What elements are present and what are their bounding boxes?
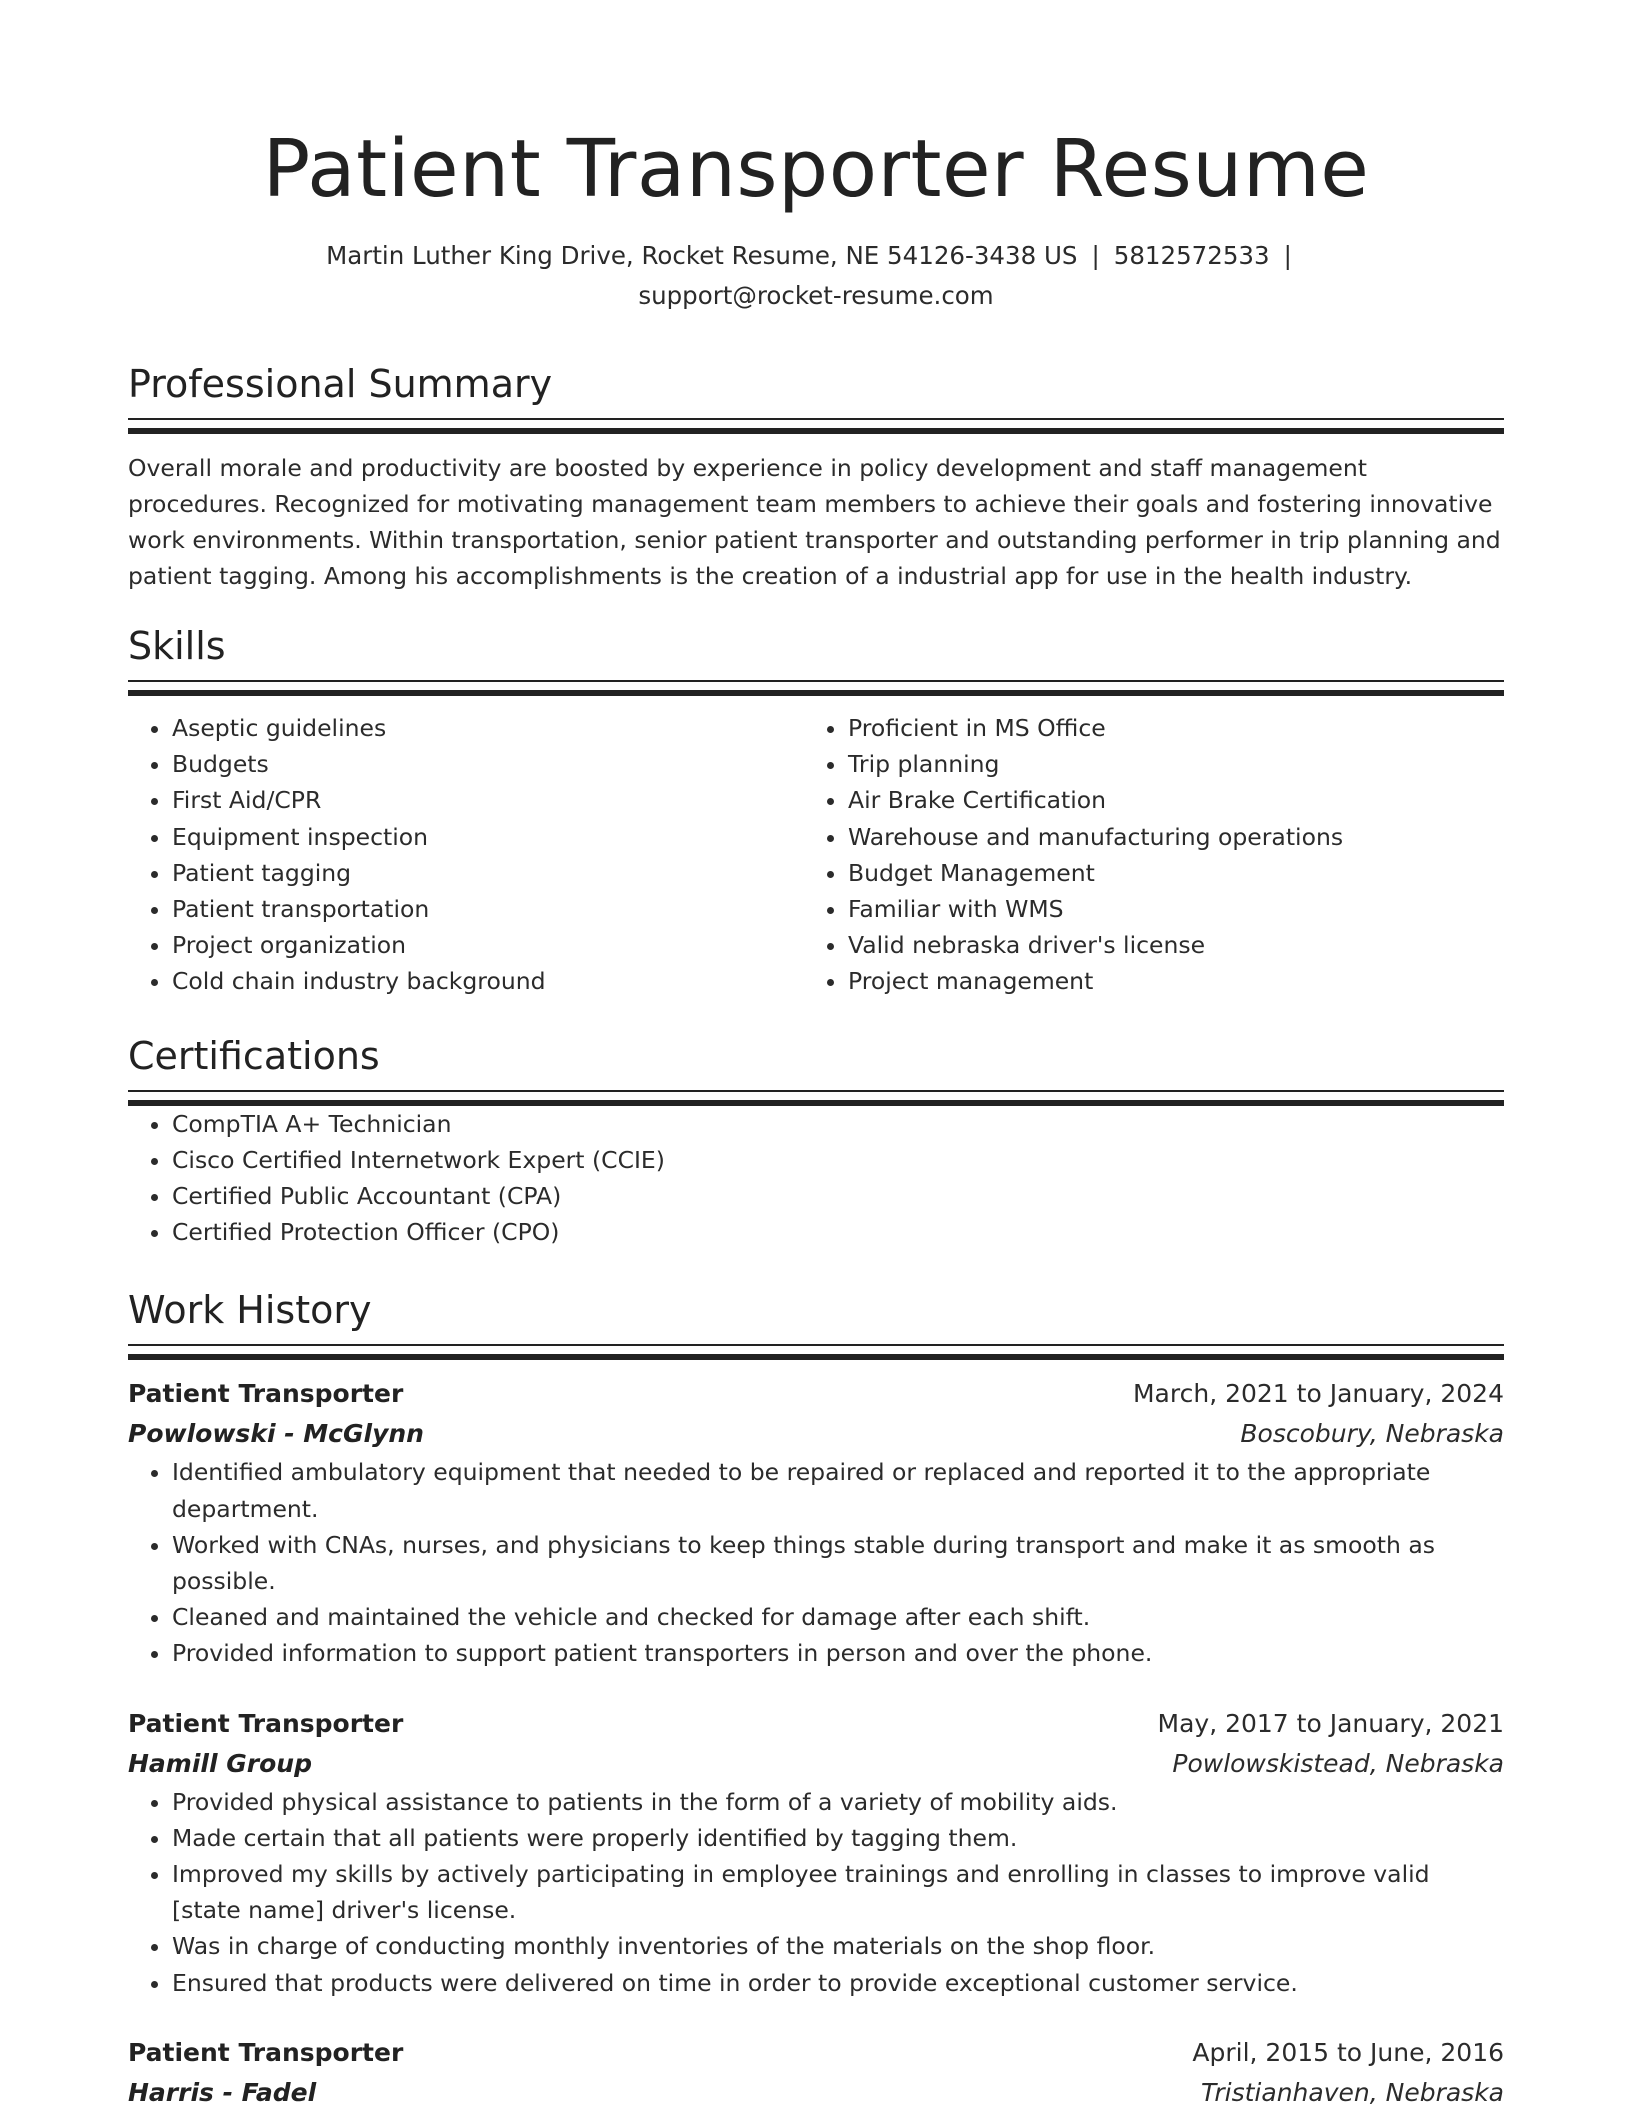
skill-item: • Equipment inspection bbox=[172, 819, 804, 855]
job-location: Boscobury, Nebraska bbox=[1240, 1419, 1504, 1449]
skills-list bbox=[804, 710, 1480, 1000]
job-company: Harris - Fadel bbox=[128, 2077, 317, 2107]
skill-item: • Project organization bbox=[172, 927, 804, 963]
contact-separator: | bbox=[1283, 241, 1292, 270]
job-entry bbox=[128, 2033, 1504, 2113]
contact-line-2 bbox=[128, 276, 1504, 316]
work-history-section bbox=[128, 1286, 1504, 2112]
resume-title: Patient Transporter Resume bbox=[262, 123, 1370, 215]
section-divider bbox=[128, 690, 1504, 696]
job-duty-item: • Provided physical assistance to patients in the form of a variety of mobility aids. bbox=[172, 1784, 1504, 1820]
job-company-row bbox=[128, 2073, 1504, 2113]
job-dates: April, 2015 to June, 2016 bbox=[1192, 2037, 1504, 2067]
job-entry bbox=[128, 1374, 1504, 1671]
contact-separator: | bbox=[1091, 241, 1100, 270]
section-heading: Certifications bbox=[128, 1033, 380, 1078]
job-duty-item: • Worked with CNAs, nurses, and physicians to keep things stable during transport and make it as smooth as possible. bbox=[172, 1527, 1504, 1599]
skill-item: • Valid nebraska driver's license bbox=[848, 927, 1480, 963]
skills-columns bbox=[128, 710, 1504, 1000]
professional-summary-section bbox=[128, 360, 1504, 594]
certifications-section bbox=[128, 1032, 1504, 1251]
skill-item: • Trip planning bbox=[848, 746, 1480, 782]
contact-phone: 5812572533 bbox=[1113, 241, 1270, 270]
skill-item: • Project management bbox=[848, 963, 1480, 999]
skill-item: • Patient transportation bbox=[172, 891, 804, 927]
section-heading: Professional Summary bbox=[128, 362, 553, 406]
skill-item: • Proficient in MS Office bbox=[848, 710, 1480, 746]
job-duty-item: • Ensured that products were delivered on time in order to provide exceptional customer service. bbox=[172, 1965, 1504, 2001]
certification-item: • Cisco Certified Internetwork Expert (CCIE) bbox=[172, 1142, 1504, 1178]
job-duty-item: • Made certain that all patients were properly identified by tagging them. bbox=[172, 1820, 1504, 1856]
job-title: Patient Transporter bbox=[128, 2037, 404, 2067]
resume-page bbox=[128, 0, 1504, 2112]
summary-text: Overall morale and productivity are boosted by experience in policy development and staff management procedures. Recognized for motivating management team members to achieve their goals and fostering innovative work environments. Within transportation, senior patient transporter and outstanding performer in trip planning and patient tagging. Among his accomplishments is the creation of a industrial app for use in the health industry. bbox=[128, 454, 1501, 590]
job-duty-item: • Cleaned and maintained the vehicle and checked for damage after each shift. bbox=[172, 1599, 1504, 1635]
skills-list bbox=[128, 710, 804, 1000]
job-location: Tristianhaven, Nebraska bbox=[1201, 2077, 1504, 2107]
job-location: Powlowskistead, Nebraska bbox=[1172, 1748, 1504, 1778]
certifications-list bbox=[128, 1106, 1504, 1251]
skill-item: • Air Brake Certification bbox=[848, 782, 1480, 818]
job-company: Hamill Group bbox=[128, 1748, 312, 1778]
section-divider bbox=[128, 1090, 1504, 1092]
section-heading: Work History bbox=[128, 1288, 372, 1333]
section-heading: Skills bbox=[128, 624, 226, 668]
skill-item: • Warehouse and manufacturing operations bbox=[848, 819, 1480, 855]
job-company: Powlowski - McGlynn bbox=[128, 1419, 424, 1449]
job-company-row bbox=[128, 1414, 1504, 1454]
skills-column-right bbox=[804, 710, 1480, 1000]
job-dates: May, 2017 to January, 2021 bbox=[1157, 1708, 1504, 1738]
job-company-row bbox=[128, 1744, 1504, 1784]
skill-item: • Patient tagging bbox=[172, 855, 804, 891]
skill-item: • Budget Management bbox=[848, 855, 1480, 891]
certification-item: • Certified Protection Officer (CPO) bbox=[172, 1214, 1504, 1250]
job-duty-item: • Was in charge of conducting monthly inventories of the materials on the shop floor. bbox=[172, 1928, 1504, 1964]
job-duties-list bbox=[128, 1784, 1504, 2001]
section-divider bbox=[128, 418, 1504, 420]
job-header-row bbox=[128, 2033, 1504, 2073]
skills-section bbox=[128, 622, 1504, 1000]
job-duties-list bbox=[128, 1454, 1504, 1671]
section-divider bbox=[128, 1354, 1504, 1360]
certification-item: • CompTIA A+ Technician bbox=[172, 1106, 1504, 1142]
job-title: Patient Transporter bbox=[128, 1708, 404, 1738]
job-duty-item: • Provided information to support patient transporters in person and over the phone. bbox=[172, 1635, 1504, 1671]
section-divider bbox=[128, 1344, 1504, 1346]
contact-line-1 bbox=[128, 236, 1504, 276]
job-header-row bbox=[128, 1374, 1504, 1414]
skill-item: • Familiar with WMS bbox=[848, 891, 1480, 927]
job-header-row bbox=[128, 1704, 1504, 1744]
section-divider bbox=[128, 680, 1504, 682]
contact-email: support@rocket-resume.com bbox=[638, 281, 994, 310]
job-duty-item: • Improved my skills by actively participating in employee trainings and enrolling in classes to improve valid [state name] driver's license. bbox=[172, 1856, 1504, 1928]
certification-item: • Certified Public Accountant (CPA) bbox=[172, 1178, 1504, 1214]
section-divider bbox=[128, 428, 1504, 434]
job-title: Patient Transporter bbox=[128, 1379, 404, 1409]
contact-address: Martin Luther King Drive, Rocket Resume, NE 54126-3438 US bbox=[326, 241, 1078, 270]
skill-item: • First Aid/CPR bbox=[172, 782, 804, 818]
job-entry bbox=[128, 1704, 1504, 2001]
skill-item: • Aseptic guidelines bbox=[172, 710, 804, 746]
skills-column-left bbox=[128, 710, 804, 1000]
skill-item: • Cold chain industry background bbox=[172, 963, 804, 999]
job-dates: March, 2021 to January, 2024 bbox=[1132, 1379, 1504, 1409]
skill-item: • Budgets bbox=[172, 746, 804, 782]
contact-info bbox=[128, 236, 1504, 316]
job-duty-item: • Identified ambulatory equipment that needed to be repaired or replaced and reported it to the appropriate department. bbox=[172, 1454, 1504, 1526]
